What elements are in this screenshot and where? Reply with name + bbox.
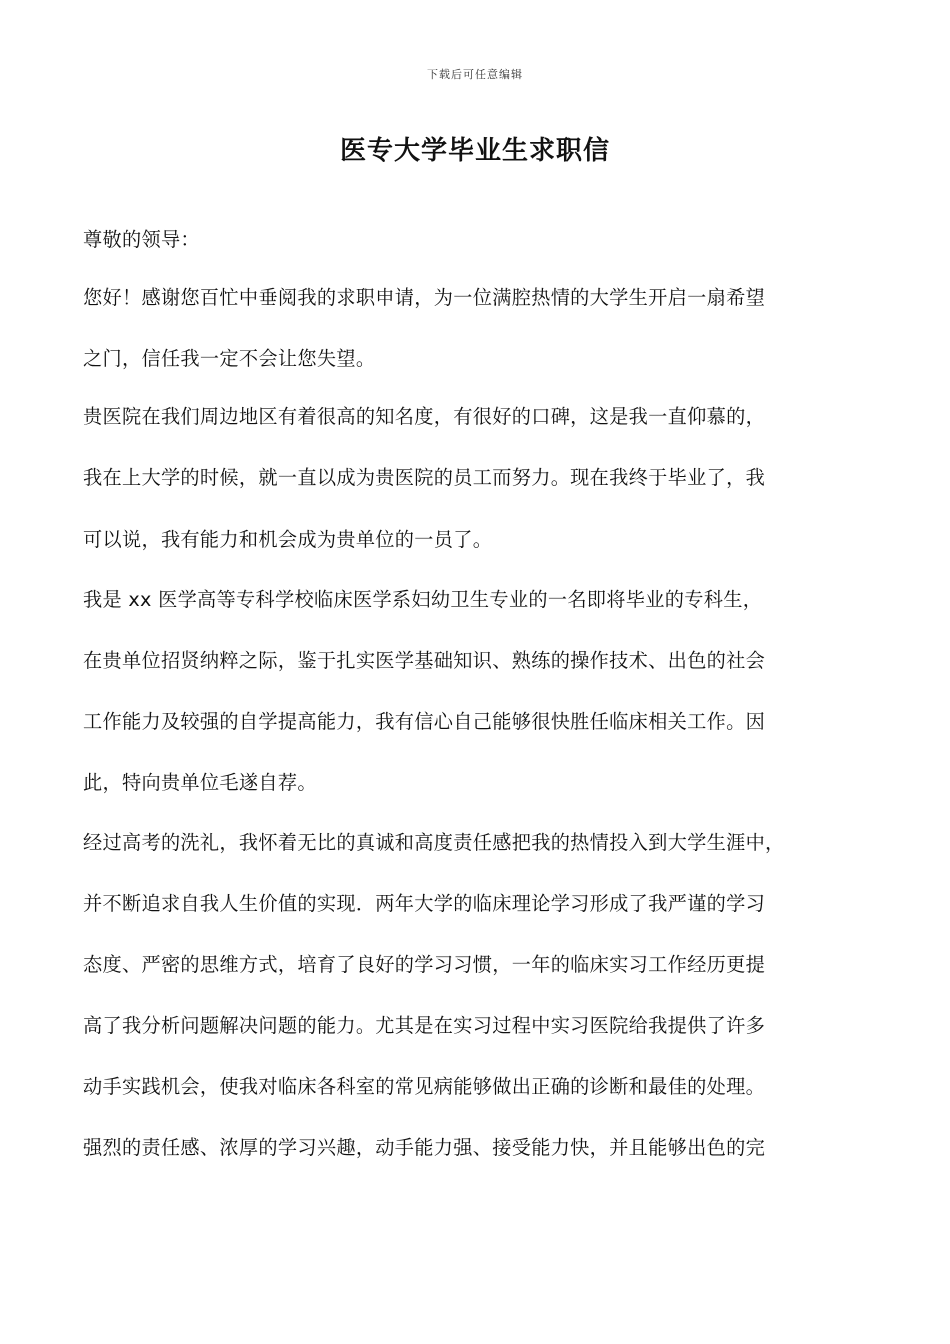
- header-note: 下载后可任意编辑: [427, 68, 523, 81]
- body-line: 动手实践机会，使我对临床各科室的常见病能够做出正确的诊断和最佳的处理。: [83, 1075, 766, 1098]
- body-line: 我是 xx 医学高等专科学校临床医学系妇幼卫生专业的一名即将毕业的专科生，: [83, 588, 763, 611]
- body-line: 经过高考的洗礼，我怀着无比的真诚和高度责任感把我的热情投入到大学生涯中，: [83, 831, 785, 854]
- body-line: 高了我分析问题解决问题的能力。尤其是在实习过程中实习医院给我提供了许多: [83, 1014, 766, 1037]
- body-line: 强烈的责任感、浓厚的学习兴趣，动手能力强、接受能力快，并且能够出色的完: [83, 1136, 766, 1159]
- body-line: 态度、严密的思维方式，培育了良好的学习习惯，一年的临床实习工作经历更提: [83, 953, 766, 976]
- body-line: 工作能力及较强的自学提高能力，我有信心自己能够很快胜任临床相关工作。因: [83, 710, 766, 733]
- body-line: 此，特向贵单位毛遂自荐。: [83, 771, 317, 794]
- body-line: 可以说，我有能力和机会成为贵单位的一员了。: [83, 528, 493, 551]
- page-title: 医专大学毕业生求职信: [339, 136, 610, 166]
- body-line: 您好！感谢您百忙中垂阅我的求职申请，为一位满腔热情的大学生开启一扇希望: [83, 286, 766, 309]
- body-line: 之门，信任我一定不会让您失望。: [83, 347, 376, 370]
- body-line: 贵医院在我们周边地区有着很高的知名度，有很好的口碑，这是我一直仰慕的，: [83, 405, 766, 428]
- body-line: 在贵单位招贤纳粹之际，鉴于扎实医学基础知识、熟练的操作技术、出色的社会: [83, 649, 766, 672]
- body-line: 并不断追求自我人生价值的实现．两年大学的临床理论学习形成了我严谨的学习: [83, 892, 766, 915]
- salutation: 尊敬的领导：: [83, 228, 200, 251]
- body-line: 我在上大学的时候，就一直以成为贵医院的员工而努力。现在我终于毕业了，我: [83, 466, 766, 489]
